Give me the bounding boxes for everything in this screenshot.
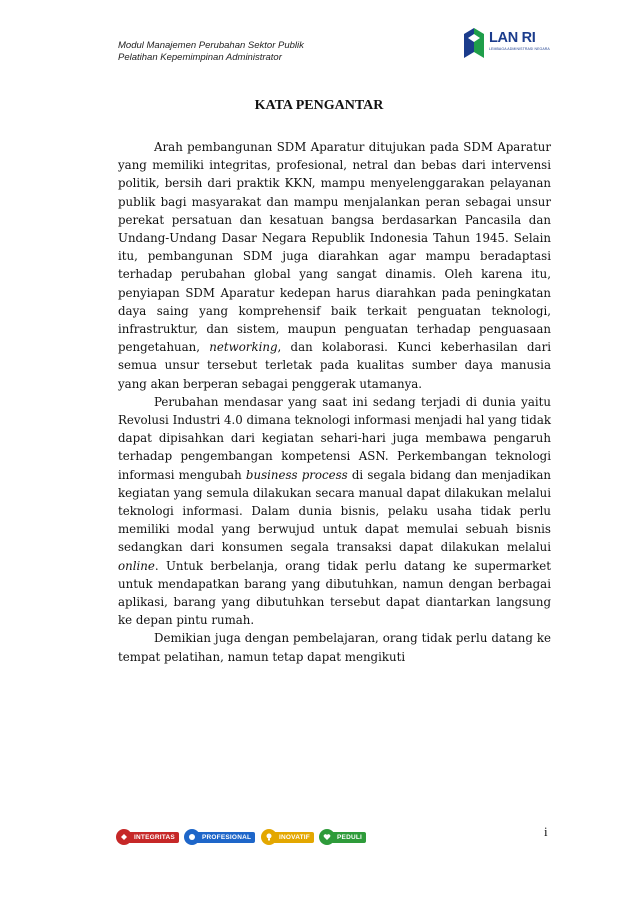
paragraph-1 bbox=[118, 138, 551, 393]
paragraph-2-italic-1: business process bbox=[245, 467, 348, 482]
logo-name: LAN RI bbox=[489, 30, 536, 46]
badge-peduli bbox=[319, 826, 366, 848]
badge-inovatif bbox=[261, 826, 314, 848]
page-title: KATA PENGANTAR bbox=[254, 98, 384, 113]
badge-profesional bbox=[184, 826, 255, 848]
badge-label: PEDULI bbox=[331, 832, 366, 843]
core-values-bar bbox=[116, 826, 376, 848]
badge-label: INTEGRITAS bbox=[128, 832, 179, 843]
paragraph-2-text-a: Perubahan mendasar yang saat ini sedang terjadi di dunia yaitu Revolusi Industri 4.0 dimana teknologi informasi menjadi hal yang tidak dapat dipisahkan dari kegiatan sehari-hari juga membawa pengaruh terhadap pengembangan kompetensi ASN. Perkembangan teknologi informasi mengubah bbox=[118, 394, 551, 482]
paragraph-1-italic: networking bbox=[209, 340, 278, 355]
paragraph-2 bbox=[118, 393, 551, 630]
badge-integritas bbox=[116, 826, 179, 848]
header-training-title: Pelatihan Kepemimpinan Administrator bbox=[118, 52, 282, 63]
paragraph-1-text-a: Arah pembangunan SDM Aparatur ditujukan pada SDM Aparatur yang memiliki integritas, profesional, netral dan bebas dari intervensi politik, bersih dari praktik KKN, mampu menyelenggarakan pelayanan publik bagi masyarakat dan mampu menjalankan peran sebagai unsur perekat persatuan dan kesatuan bangsa berdasarkan Pancasila dan Undang-Undang Dasar Negara Republik Indonesia Tahun 1945. Selain itu, pembangunan SDM juga diarahkan agar mampu beradaptasi terhadap perubahan global yang sangat dinamis. Oleh karena itu, penyiapan SDM Aparatur kedepan harus diarahkan pada peningkatan daya saing yang komprehensif baik terkait penguatan teknologi, infrastruktur, dan sistem, maupun penguatan terhadap penguasaan pengetahuan, bbox=[118, 140, 551, 355]
paragraph-3: Demikian juga dengan pembelajaran, orang tidak perlu datang ke tempat pelatihan, namun tetap dapat mengikuti bbox=[118, 631, 551, 664]
paragraph-1-text-b: , dan kolaborasi. Kunci keberhasilan dari semua unsur tersebut terletak pada kualitas sumber daya manusia yang akan berperan sebagai penggerak utamanya. bbox=[118, 340, 551, 391]
logo-subtitle: LEMBAGA ADMINISTRASI NEGARA bbox=[489, 47, 550, 51]
page-number: i bbox=[544, 824, 548, 839]
paragraph-2-text-b: di segala bidang dan menjadikan kegiatan yang semula dilakukan secara manual dapat dilakukan melalui teknologi informasi. Dalam dunia bisnis, pelaku usaha tidak perlu memiliki modal yang berwujud untuk dapat memulai sebuah bisnis sedangkan dari konsumen segala transaksi dapat dilakukan melalui bbox=[118, 467, 552, 555]
paragraph-2-italic-2: online bbox=[118, 558, 155, 573]
header-module-title: Modul Manajemen Perubahan Sektor Publik bbox=[118, 40, 304, 51]
paragraph-2-text-c: . Untuk berbelanja, orang tidak perlu datang ke supermarket untuk mendapatkan barang yang dibutuhkan, namun dengan berbagai aplikasi, barang yang dibutuhkan tersebut dapat diantarkan langsung ke depan pintu rumah. bbox=[118, 558, 551, 628]
badge-label: PROFESIONAL bbox=[196, 832, 255, 843]
badge-label: INOVATIF bbox=[273, 832, 314, 843]
running-header bbox=[118, 40, 304, 64]
body-text bbox=[118, 138, 551, 666]
